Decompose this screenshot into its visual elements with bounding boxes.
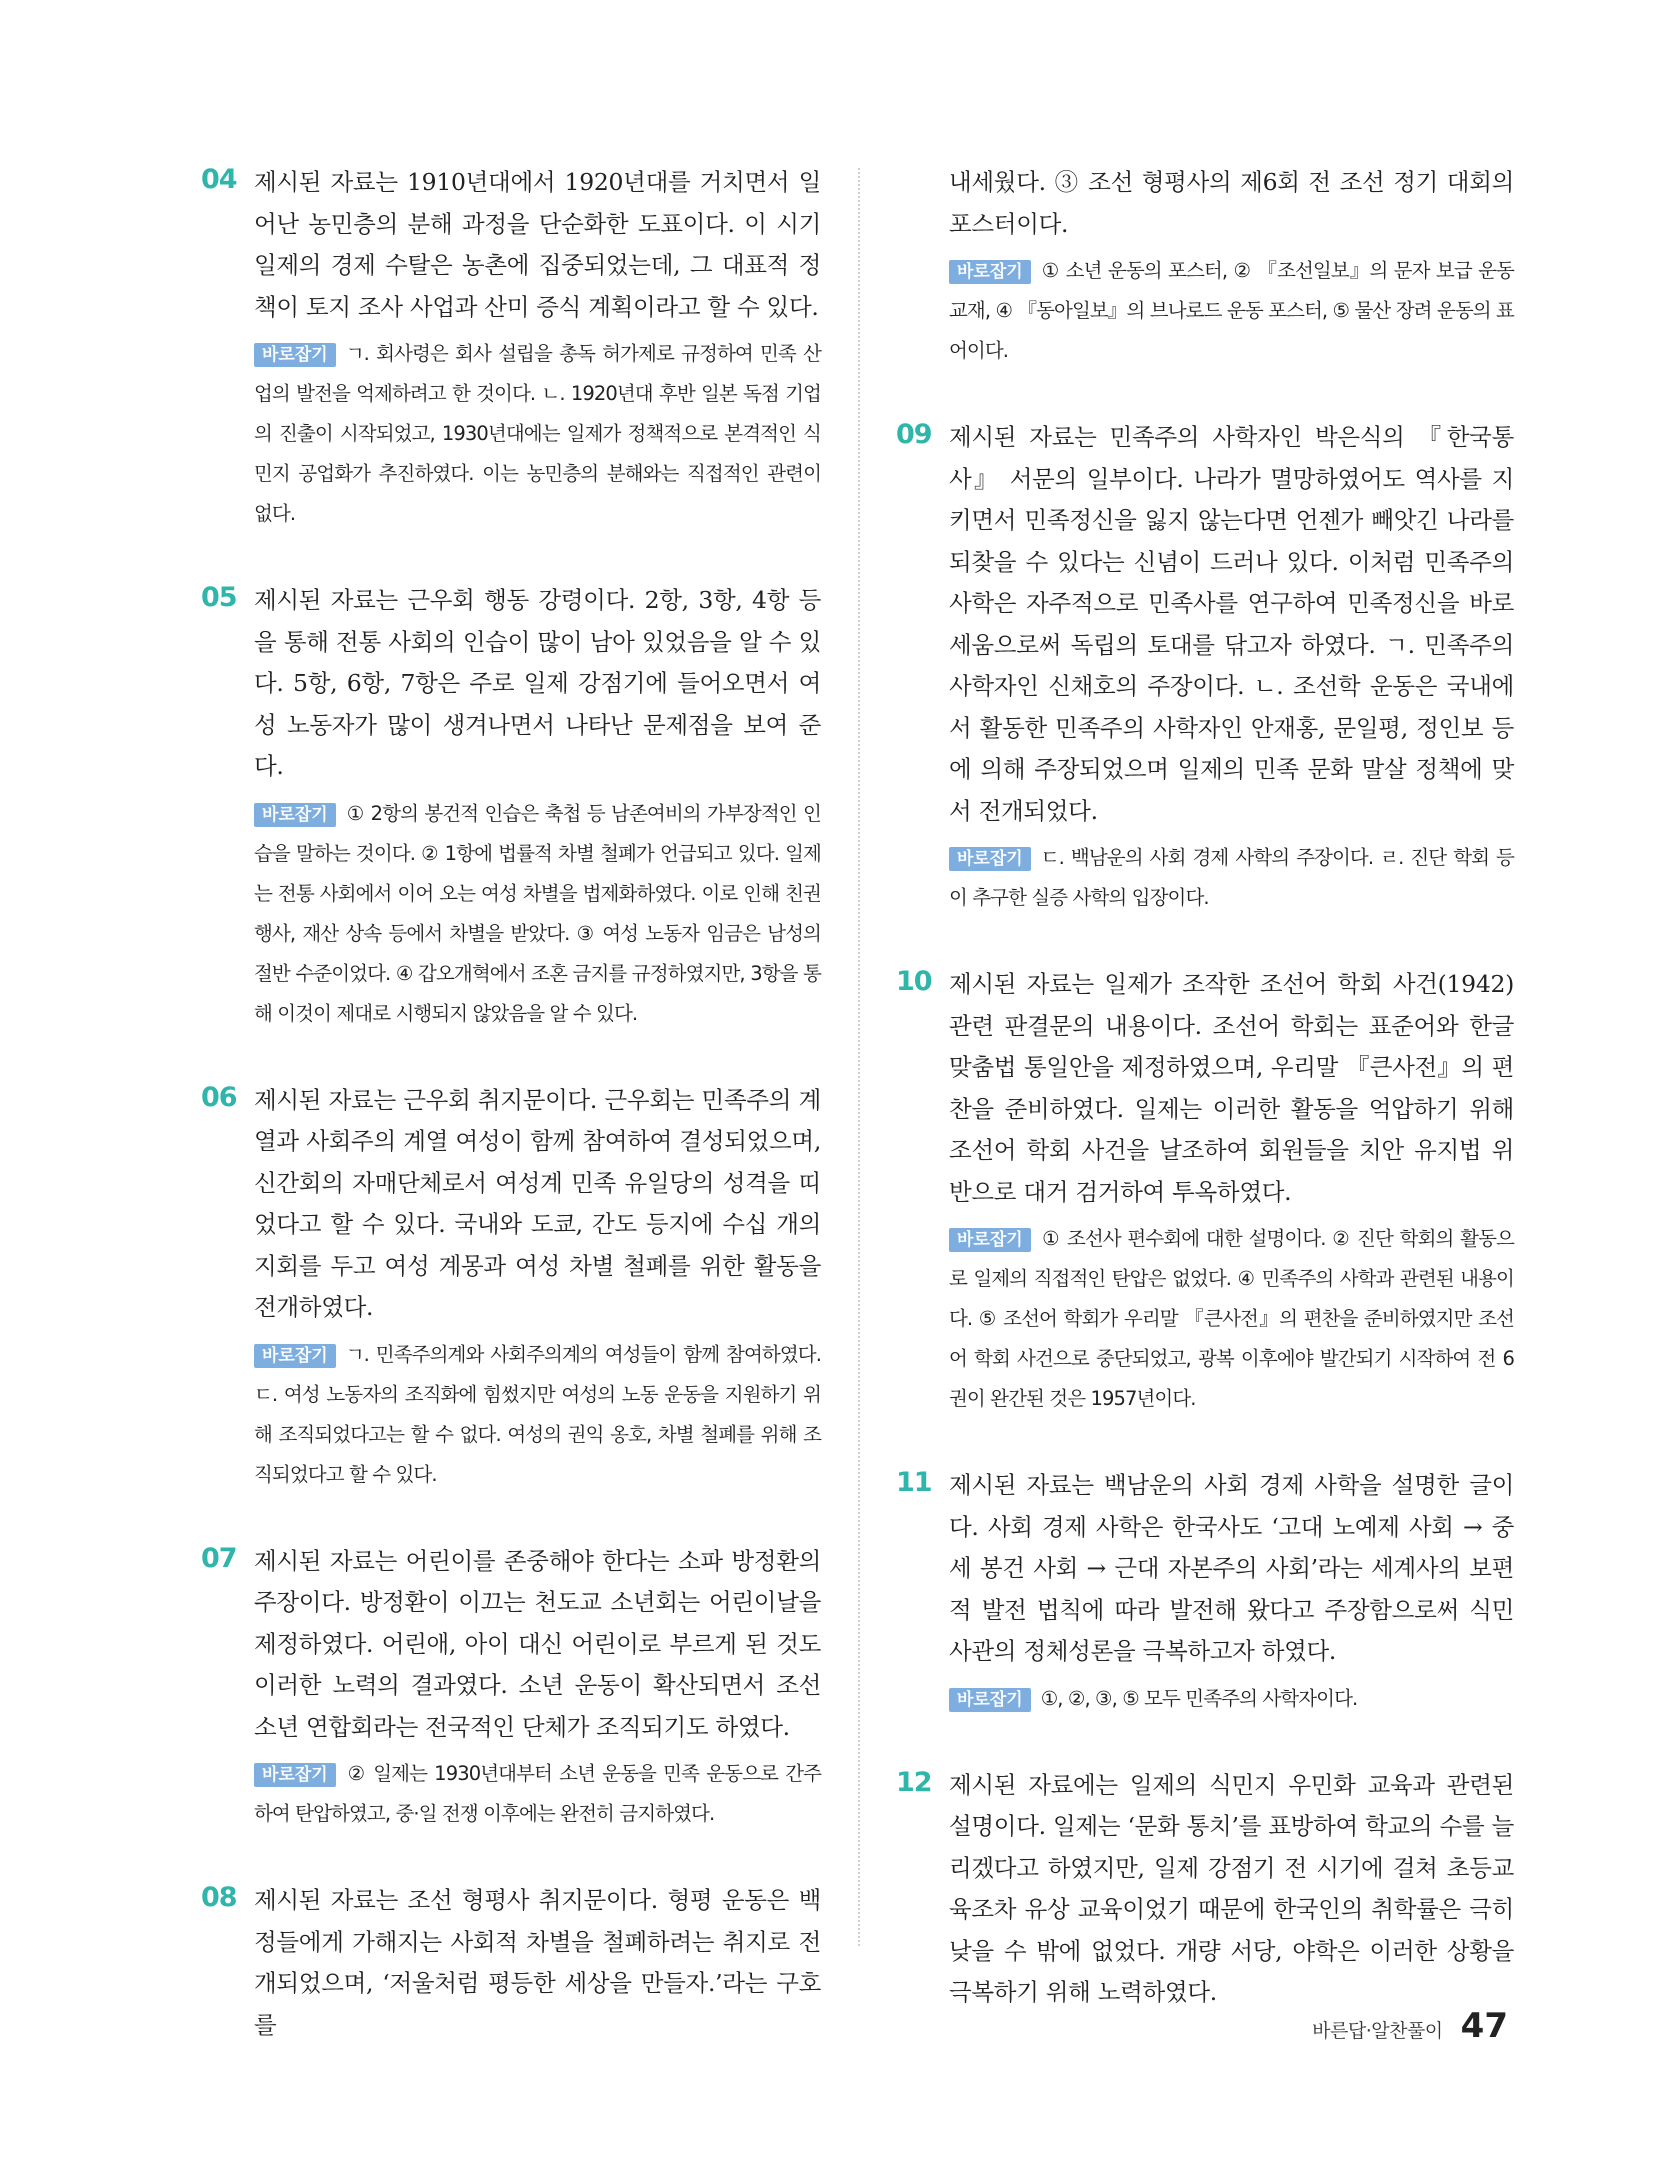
correction-text: ② 일제는 1930년대부터 소년 운동을 민족 운동으로 간주하여 탄압하였고, 중·일 전쟁 이후에는 완전히 금지하였다.	[254, 1762, 821, 1825]
question-07	[201, 1541, 821, 1835]
correction-badge: 바로잡기	[949, 1228, 1031, 1252]
question-10	[896, 964, 1514, 1419]
question-09	[896, 417, 1514, 918]
explanation-text: 제시된 자료는 일제가 조작한 조선어 학회 사건(1942) 관련 판결문의 내용이다. 조선어 학회는 표준어와 한글 맞춤법 통일안을 제정하였으며, 우리말 『큰사전』의 편찬을 준비하였다. 일제는 이러한 활동을 억압하기 위해 조선어 학회 사건을 날조하여 회원들을 치안 유지법 위반으로 대거 검거하여 투옥하였다.	[949, 970, 1514, 1206]
page-footer	[1312, 2006, 1508, 2046]
correction-note	[254, 794, 821, 1034]
correction-text: ㄱ. 민족주의계와 사회주의계의 여성들이 함께 참여하였다. ㄷ. 여성 노동자의 조직화에 힘썼지만 여성의 노동 운동을 지원하기 위해 조직되었다고는 할 수 없다. 여성의 권익 옹호, 차별 철폐를 위해 조직되었다고 할 수 있다.	[254, 1342, 821, 1486]
correction-text: ㄷ. 백남운의 사회 경제 사학의 주장이다. ㄹ. 진단 학회 등이 추구한 실증 사학의 입장이다.	[949, 846, 1514, 909]
correction-text: ① 소년 운동의 포스터, ② 『조선일보』의 문자 보급 운동 교재, ④ 『동아일보』의 브나로드 운동 포스터, ⑤ 물산 장려 운동의 표어이다.	[949, 259, 1514, 362]
correction-badge: 바로잡기	[949, 1688, 1031, 1712]
correction-text: ㄱ. 회사령은 회사 설립을 총독 허가제로 규정하여 민족 산업의 발전을 억제하려고 한 것이다. ㄴ. 1920년대 후반 일본 독점 기업의 진출이 시작되었고, 1930년대에는 일제가 정책적으로 본격적인 식민지 공업화가 추진하였다. 이는 농민층의 분해와는 직접적인 관련이 없다.	[254, 342, 821, 525]
correction-text: ① 2항의 봉건적 인습은 축첩 등 남존여비의 가부장적인 인습을 말하는 것이다. ② 1항에 법률적 차별 철폐가 언급되고 있다. 일제는 전통 사회에서 이어 오는 여성 차별을 법제화하였다. 이로 인해 친권 행사, 재산 상속 등에서 차별을 받았다. ③ 여성 노동자 임금은 남성의 절반 수준이었다. ④ 갑오개혁에서 조혼 금지를 규정하였지만, 3항을 통해 이것이 제대로 시행되지 않았음을 알 수 있다.	[254, 801, 821, 1025]
question-number: 08	[201, 1882, 237, 1913]
explanation-text: 제시된 자료는 1910년대에서 1920년대를 거치면서 일어난 농민층의 분해 과정을 단순화한 도표이다. 이 시기 일제의 경제 수탈은 농촌에 집중되었는데, 그 대표적 정책이 토지 조사 사업과 산미 증식 계획이라고 할 수 있다.	[254, 168, 821, 321]
correction-badge: 바로잡기	[254, 343, 336, 367]
correction-note	[949, 1219, 1514, 1419]
right-column	[896, 162, 1514, 2060]
page-number: 47	[1460, 2006, 1508, 2046]
correction-note	[949, 251, 1514, 371]
correction-note	[254, 1335, 821, 1495]
correction-badge: 바로잡기	[949, 847, 1031, 871]
question-number: 09	[896, 419, 932, 450]
question-number: 11	[896, 1467, 932, 1498]
question-08	[201, 1880, 821, 2046]
correction-note	[949, 838, 1514, 918]
question-05	[201, 580, 821, 1034]
correction-note	[254, 334, 821, 534]
explanation-text: 제시된 자료는 백남운의 사회 경제 사학을 설명한 글이다. 사회 경제 사학은 한국사도 ‘고대 노예제 사회 → 중세 봉건 사회 → 근대 자본주의 사회’라는 세계사의 보편적 발전 법칙에 따라 발전해 왔다고 주장함으로써 식민 사관의 정체성론을 극복하고자 하였다.	[949, 1471, 1514, 1665]
question-number: 07	[201, 1542, 237, 1574]
column-divider	[858, 168, 860, 1946]
correction-badge: 바로잡기	[254, 1763, 336, 1787]
question-11	[896, 1465, 1514, 1719]
question-number: 05	[201, 582, 237, 613]
question-12	[896, 1765, 1514, 2014]
explanation-text: 제시된 자료는 근우회 행동 강령이다. 2항, 3항, 4항 등을 통해 전통 사회의 인습이 많이 남아 있었음을 알 수 있다. 5항, 6항, 7항은 주로 일제 강점기에 들어오면서 여성 노동자가 많이 생겨나면서 나타난 문제점을 보여 준다.	[254, 586, 821, 780]
question-number: 12	[896, 1766, 932, 1798]
question-08-continued	[896, 162, 1514, 371]
explanation-text: 내세웠다. ③ 조선 형평사의 제6회 전 조선 정기 대회의 포스터이다.	[949, 168, 1514, 238]
correction-note	[949, 1679, 1514, 1719]
book-title: 바른답·알찬풀이	[1312, 2020, 1443, 2042]
left-column	[201, 162, 821, 2092]
correction-text: ① 조선사 편수회에 대한 설명이다. ② 진단 학회의 활동으로 일제의 직접적인 탄압은 없었다. ④ 민족주의 사학과 관련된 내용이다. ⑤ 조선어 학회가 우리말 『큰사전』의 편찬을 준비하였지만 조선어 학회 사건으로 중단되었고, 광복 이후에야 발간되기 시작하여 전 6권이 완간된 것은 1957년이다.	[949, 1227, 1514, 1410]
correction-note	[254, 1754, 821, 1834]
explanation-text: 제시된 자료에는 일제의 식민지 우민화 교육과 관련된 설명이다. 일제는 ‘문화 통치’를 표방하여 학교의 수를 늘리겠다고 하였지만, 일제 강점기 전 시기에 걸쳐 초등교육조차 유상 교육이었기 때문에 한국인의 취학률은 극히 낮을 수 밖에 없었다. 개량 서당, 야학은 이러한 상황을 극복하기 위해 노력하였다.	[949, 1770, 1514, 2006]
question-number: 04	[201, 164, 237, 195]
question-04	[201, 162, 821, 534]
explanation-text: 제시된 자료는 조선 형평사 취지문이다. 형평 운동은 백정들에게 가해지는 사회적 차별을 철폐하려는 취지로 전개되었으며, ‘저울처럼 평등한 세상을 만들자.’라는 구호를	[254, 1886, 821, 2039]
explanation-text: 제시된 자료는 어린이를 존중해야 한다는 소파 방정환의 주장이다. 방정환이 이끄는 천도교 소년회는 어린이날을 제정하였다. 어린애, 아이 대신 어린이로 부르게 된 것도 이러한 노력의 결과였다. 소년 운동이 확산되면서 조선 소년 연합회라는 전국적인 단체가 조직되기도 하였다.	[254, 1546, 821, 1741]
question-number: 06	[201, 1081, 237, 1113]
correction-text: ①, ②, ③, ⑤ 모두 민족주의 사학자이다.	[1040, 1686, 1358, 1710]
question-number: 10	[896, 966, 932, 997]
correction-badge: 바로잡기	[949, 260, 1031, 284]
correction-badge: 바로잡기	[254, 1344, 336, 1368]
explanation-text: 제시된 자료는 근우회 취지문이다. 근우회는 민족주의 계열과 사회주의 계열 여성이 함께 참여하여 결성되었으며, 신간회의 자매단체로서 여성계 민족 유일당의 성격을 띠었다고 할 수 있다. 국내와 도쿄, 간도 등지에 수십 개의 지회를 두고 여성 계몽과 여성 차별 철폐를 위한 활동을 전개하였다.	[254, 1085, 821, 1321]
question-06	[201, 1080, 821, 1495]
correction-badge: 바로잡기	[254, 803, 336, 827]
explanation-text: 제시된 자료는 민족주의 사학자인 박은식의 『한국통사』 서문의 일부이다. 나라가 멸망하였어도 역사를 지키면서 민족정신을 잃지 않는다면 언젠가 빼앗긴 나라를 되찾을 수 있다는 신념이 드러나 있다. 이처럼 민족주의 사학은 자주적으로 민족사를 연구하여 민족정신을 바로 세움으로써 독립의 토대를 닦고자 하였다. ㄱ. 민족주의 사학자인 신채호의 주장이다. ㄴ. 조선학 운동은 국내에서 활동한 민족주의 사학자인 안재홍, 문일평, 정인보 등에 의해 주장되었으며 일제의 민족 문화 말살 정책에 맞서 전개되었다.	[949, 423, 1514, 825]
